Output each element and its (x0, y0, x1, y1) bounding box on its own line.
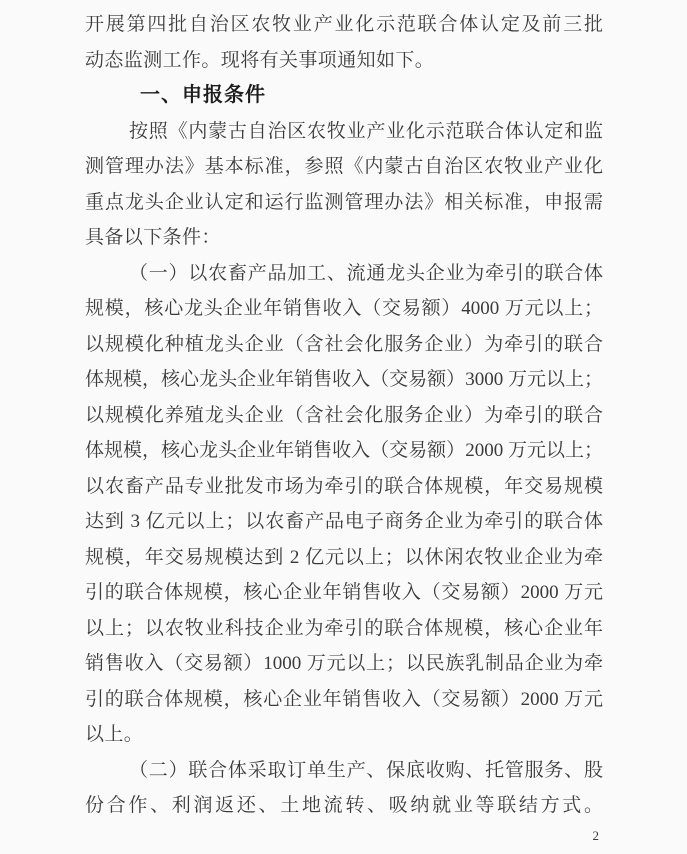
text-line: 体规模，核心龙头企业年销售收入（交易额）2000 万元以上； (85, 440, 603, 461)
text-line: 以规模化种植龙头企业（含社会化服务企业）为牵引的联合 (85, 333, 603, 355)
text-line: 规模，年交易规模达到 2 亿元以上；以休闲农牧业企业为牵 (85, 546, 603, 568)
text-line: 以上。 (85, 724, 144, 745)
paragraph (85, 753, 603, 824)
section-heading (85, 78, 603, 114)
paragraph (85, 7, 603, 78)
text-line: 体规模，核心龙头企业年销售收入（交易额）3000 万元以上； (85, 369, 603, 390)
text-line: （一）以农畜产品加工、流通龙头企业为牵引的联合体 (129, 262, 603, 284)
text-line: 具备以下条件： (85, 227, 221, 248)
text-line: 份合作、利润返还、土地流转、吸纳就业等联结方式。 (85, 795, 603, 816)
text-body (85, 7, 603, 824)
text-line: 达到 3 亿元以上；以农畜产品电子商务企业为牵引的联合体 (85, 511, 603, 532)
text-line: 销售收入（交易额）1000 万元以上；以民族乳制品企业为牵 (85, 653, 603, 674)
text-line: 重点龙头企业认定和运行监测管理办法》相关标准，申报需 (85, 191, 603, 213)
text-line: 引的联合体规模，核心企业年销售收入（交易额）2000 万元 (85, 688, 603, 710)
text-line: 以上；以农牧业科技企业为牵引的联合体规模，核心企业年 (85, 617, 603, 639)
text-line: 按照《内蒙古自治区农牧业产业化示范联合体认定和监 (129, 120, 603, 142)
text-line: 动态监测工作。现将有关事项通知如下。 (85, 49, 435, 71)
paragraph (85, 114, 603, 256)
text-line: 引的联合体规模，核心企业年销售收入（交易额）2000 万元 (85, 582, 603, 603)
paragraph (85, 256, 603, 753)
text-line: （二）联合体采取订单生产、保底收购、托管服务、股 (129, 759, 603, 781)
page-number: 2 (592, 828, 599, 843)
heading-line: 一、申报条件 (140, 84, 266, 106)
text-line: 以规模化养殖龙头企业（含社会化服务企业）为牵引的联合 (85, 404, 603, 426)
text-line: 测管理办法》基本标准，参照《内蒙古自治区农牧业产业化 (85, 156, 603, 177)
text-line: 以农畜产品专业批发市场为牵引的联合体规模，年交易规模 (85, 475, 603, 497)
text-line: 开展第四批自治区农牧业产业化示范联合体认定及前三批 (85, 14, 603, 35)
text-line: 规模，核心龙头企业年销售收入（交易额）4000 万元以上； (85, 298, 603, 319)
